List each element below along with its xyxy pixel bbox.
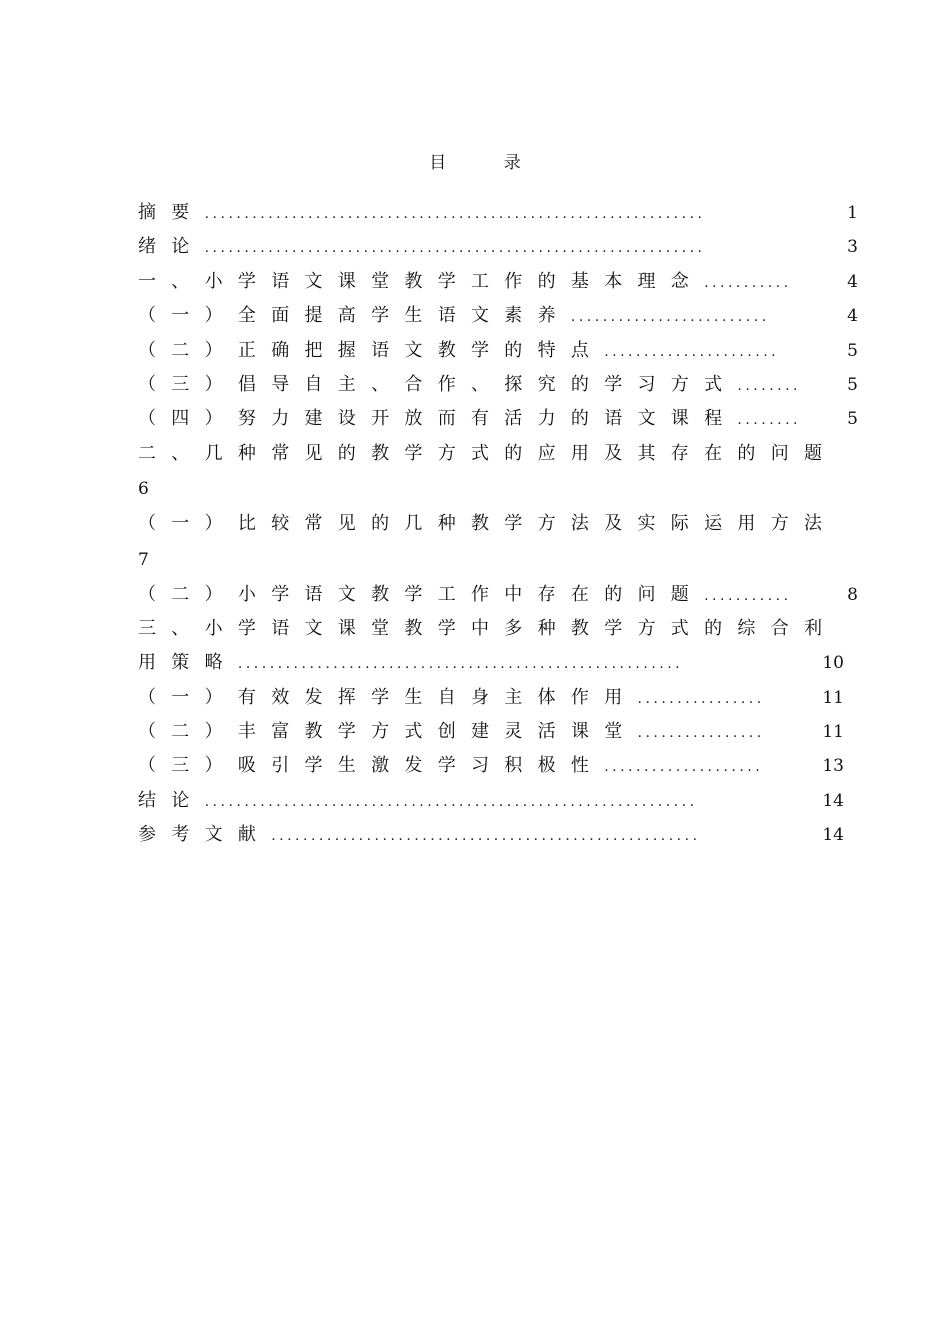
- toc-entry-label: 二、几种常见的教学方式的应用及其存在的问题: [138, 442, 838, 464]
- toc-page-number: 14: [822, 825, 844, 846]
- dot-leader: ................: [637, 725, 765, 742]
- dot-leader: ...............................................................: [204, 240, 706, 257]
- toc-entry-label: （三）倡导自主、合作、探究的学习方式: [138, 373, 738, 395]
- toc-entry-continuation-row: [138, 646, 858, 680]
- toc-entry-section-1-2[interactable]: [138, 334, 858, 368]
- toc-page-number: 5: [847, 374, 858, 395]
- toc-page-number: 7: [138, 549, 149, 570]
- dot-leader: ........: [737, 377, 802, 394]
- toc-entry-label: 一、小学语文课堂教学工作的基本理念: [138, 270, 705, 292]
- toc-page-number: 4: [847, 271, 858, 292]
- toc-page-number: 6: [138, 479, 149, 500]
- toc-list: [138, 196, 858, 853]
- toc-entry-section-1-1[interactable]: [138, 299, 858, 333]
- dot-leader: ......................................................: [271, 828, 701, 845]
- toc-entry-chapter-3[interactable]: [138, 612, 858, 681]
- dot-leader: ................: [637, 690, 765, 707]
- toc-page-number: 13: [822, 756, 844, 777]
- toc-page-number: 8: [847, 584, 858, 605]
- toc-page-number: 3: [847, 237, 858, 258]
- toc-entry-continuation: 用策略: [138, 652, 238, 674]
- toc-entry-section-2-1[interactable]: [138, 507, 858, 577]
- toc-entry-label: 参考文献: [138, 824, 272, 846]
- toc-page-number: 11: [822, 687, 844, 708]
- toc-page-number: 14: [822, 790, 844, 811]
- toc-entry-label: （一）有效发挥学生自身主体作用: [138, 686, 638, 708]
- toc-entry-label: （一）全面提高学生语文素养: [138, 305, 571, 327]
- toc-entry-introduction[interactable]: [138, 230, 858, 264]
- toc-entry-label: （四）努力建设开放而有活力的语文课程: [138, 408, 738, 430]
- toc-entry-label: （一）比较常见的几种教学方法及实际运用方法: [138, 513, 838, 535]
- dot-leader: ...............................................................: [204, 206, 706, 222]
- toc-entry-label: （二）正确把握语文教学的特点: [138, 339, 605, 361]
- dot-leader: ....................: [604, 759, 764, 776]
- toc-entry-section-3-2[interactable]: [138, 715, 858, 749]
- toc-entry-chapter-1[interactable]: [138, 265, 858, 299]
- toc-entry-label: 三、小学语文课堂教学中多种教学方式的综合利: [138, 617, 838, 639]
- toc-page-number: 5: [847, 409, 858, 430]
- toc-entry-label: （三）吸引学生激发学习积极性: [138, 755, 605, 777]
- dot-leader: ........................................................: [237, 656, 684, 673]
- toc-entry-abstract[interactable]: [138, 196, 858, 230]
- toc-entry-label: （二）小学语文教学工作中存在的问题: [138, 583, 705, 605]
- dot-leader: ...........: [704, 274, 792, 291]
- toc-entry-section-1-4[interactable]: [138, 402, 858, 436]
- toc-entry-label: （二）丰富教学方式创建灵活课堂: [138, 721, 638, 743]
- toc-page-number: 5: [847, 340, 858, 361]
- toc-entry-chapter-2[interactable]: [138, 437, 858, 507]
- toc-page-number: 4: [847, 306, 858, 327]
- dot-leader: .........................: [570, 309, 770, 326]
- toc-entry-label: 结论: [138, 789, 205, 811]
- toc-entry-label: 绪论: [138, 236, 205, 258]
- toc-page-number: 1: [847, 203, 858, 223]
- toc-entry-section-2-2[interactable]: [138, 578, 858, 612]
- toc-title: 目 录: [429, 153, 547, 173]
- toc-entry-label: 摘要: [138, 202, 205, 223]
- toc-entry-conclusion[interactable]: [138, 784, 858, 818]
- dot-leader: ........: [737, 412, 802, 429]
- dot-leader: ..............................................................: [204, 793, 698, 810]
- dot-leader: ...........: [704, 587, 792, 604]
- toc-entry-section-3-3[interactable]: [138, 749, 858, 783]
- toc-page-number: 10: [822, 653, 844, 674]
- toc-entry-references[interactable]: [138, 818, 858, 852]
- toc-entry-section-3-1[interactable]: [138, 681, 858, 715]
- toc-page-number: 11: [822, 722, 844, 743]
- dot-leader: ......................: [604, 343, 780, 360]
- toc-entry-section-1-3[interactable]: [138, 368, 858, 402]
